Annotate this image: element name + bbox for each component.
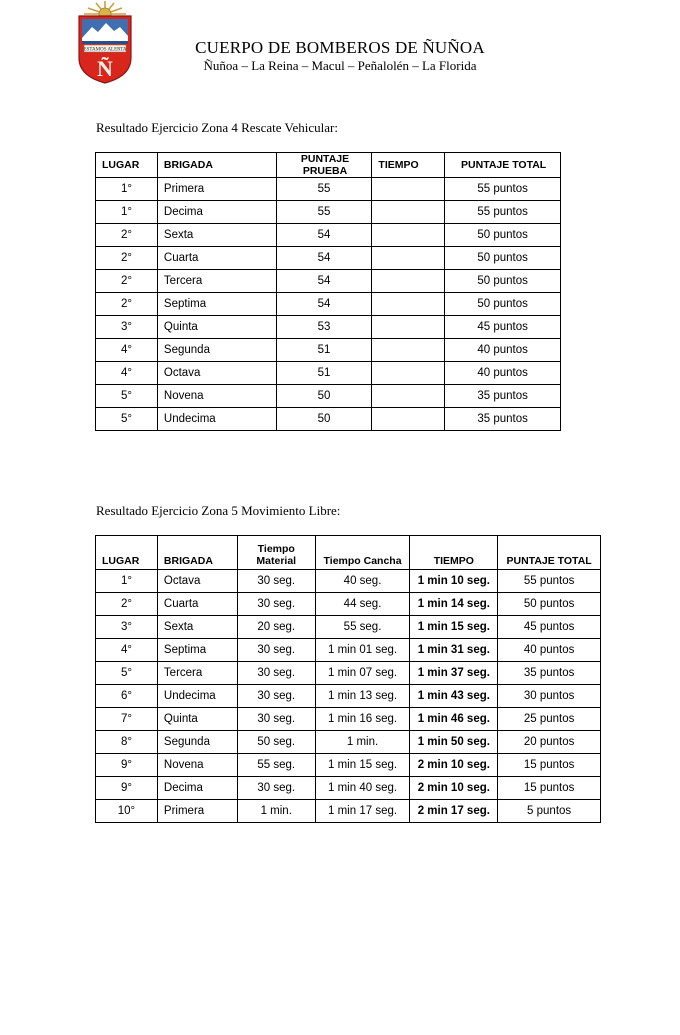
col-header-lugar: LUGAR — [96, 153, 158, 178]
cell-brigada: Primera — [157, 800, 237, 823]
cell-puntaje-total: 50 puntos — [498, 593, 601, 616]
cell-tiempo: 2 min 10 seg. — [410, 754, 498, 777]
cell-tiempo-cancha: 1 min 15 seg. — [315, 754, 410, 777]
cell-tiempo-cancha: 1 min 17 seg. — [315, 800, 410, 823]
cell-tiempo-cancha: 44 seg. — [315, 593, 410, 616]
section1-title: Resultado Ejercicio Zona 4 Rescate Vehicular: — [96, 120, 338, 135]
cell-lugar: 2° — [96, 224, 158, 247]
cell-puntaje-prueba: 53 — [276, 316, 372, 339]
cell-puntaje-prueba: 51 — [276, 362, 372, 385]
cell-tiempo: 1 min 10 seg. — [410, 570, 498, 593]
col-header-tiempo-cancha: Tiempo Cancha — [315, 536, 410, 570]
table-row — [96, 293, 561, 316]
letterhead — [150, 38, 530, 74]
cell-puntaje-prueba: 50 — [276, 408, 372, 431]
table-row — [96, 385, 561, 408]
table-header-row — [96, 153, 561, 178]
table-row — [96, 201, 561, 224]
cell-puntaje-prueba: 54 — [276, 224, 372, 247]
cell-lugar: 2° — [96, 270, 158, 293]
cell-lugar: 5° — [96, 408, 158, 431]
cell-brigada: Decima — [157, 777, 237, 800]
cell-brigada: Novena — [157, 385, 276, 408]
table-row — [96, 408, 561, 431]
cell-tiempo: 1 min 37 seg. — [410, 662, 498, 685]
cell-tiempo-material: 30 seg. — [237, 593, 315, 616]
cell-lugar: 1° — [96, 570, 158, 593]
cell-tiempo: 1 min 50 seg. — [410, 731, 498, 754]
cell-puntaje-total: 45 puntos — [445, 316, 561, 339]
cell-tiempo — [372, 339, 445, 362]
cell-tiempo-material: 30 seg. — [237, 685, 315, 708]
cell-puntaje-total: 35 puntos — [445, 408, 561, 431]
cell-brigada: Cuarta — [157, 593, 237, 616]
cell-tiempo-material: 30 seg. — [237, 639, 315, 662]
cell-tiempo: 1 min 31 seg. — [410, 639, 498, 662]
zone4-results-table — [95, 152, 561, 431]
cell-puntaje-prueba: 55 — [276, 201, 372, 224]
cell-lugar: 9° — [96, 777, 158, 800]
cell-tiempo — [372, 408, 445, 431]
cell-lugar: 6° — [96, 685, 158, 708]
table-row — [96, 800, 601, 823]
cell-tiempo: 1 min 15 seg. — [410, 616, 498, 639]
cell-brigada: Segunda — [157, 731, 237, 754]
cell-brigada: Tercera — [157, 662, 237, 685]
cell-tiempo-cancha: 1 min. — [315, 731, 410, 754]
table-row — [96, 616, 601, 639]
cell-puntaje-total: 25 puntos — [498, 708, 601, 731]
cell-puntaje-prueba: 50 — [276, 385, 372, 408]
cell-brigada: Tercera — [157, 270, 276, 293]
table-row — [96, 639, 601, 662]
cell-tiempo-cancha: 1 min 40 seg. — [315, 777, 410, 800]
col-header-puntaje-total: PUNTAJE TOTAL — [445, 153, 561, 178]
cell-tiempo: 2 min 17 seg. — [410, 800, 498, 823]
cell-tiempo: 2 min 10 seg. — [410, 777, 498, 800]
cell-lugar: 4° — [96, 362, 158, 385]
cell-lugar: 1° — [96, 178, 158, 201]
cell-tiempo-cancha: 1 min 01 seg. — [315, 639, 410, 662]
cell-tiempo-material: 30 seg. — [237, 777, 315, 800]
cell-puntaje-total: 50 puntos — [445, 293, 561, 316]
cell-tiempo-material: 50 seg. — [237, 731, 315, 754]
cell-brigada: Octava — [157, 362, 276, 385]
col-header-puntaje-total: PUNTAJE TOTAL — [498, 536, 601, 570]
table-row — [96, 754, 601, 777]
cell-puntaje-total: 40 puntos — [445, 339, 561, 362]
table-row — [96, 570, 601, 593]
col-header-tiempo-material: Tiempo Material — [237, 536, 315, 570]
cell-brigada: Septima — [157, 639, 237, 662]
cell-puntaje-total: 45 puntos — [498, 616, 601, 639]
col-header-lugar: LUGAR — [96, 536, 158, 570]
cell-lugar: 5° — [96, 385, 158, 408]
cell-brigada: Undecima — [157, 685, 237, 708]
cell-tiempo-cancha: 1 min 13 seg. — [315, 685, 410, 708]
zone5-results-table — [95, 535, 601, 823]
table-row — [96, 662, 601, 685]
cell-tiempo-cancha: 1 min 07 seg. — [315, 662, 410, 685]
cell-tiempo-material: 1 min. — [237, 800, 315, 823]
organization-subtitle: Ñuñoa – La Reina – Macul – Peñalolén – La Florida — [203, 58, 477, 73]
cell-lugar: 5° — [96, 662, 158, 685]
table-row — [96, 708, 601, 731]
col-header-brigada: BRIGADA — [157, 536, 237, 570]
cell-brigada: Decima — [157, 201, 276, 224]
crest-motto-text: ESTAMOS ALERTA — [83, 47, 127, 53]
cell-puntaje-total: 5 puntos — [498, 800, 601, 823]
cell-tiempo-cancha: 1 min 16 seg. — [315, 708, 410, 731]
cell-tiempo — [372, 385, 445, 408]
cell-brigada: Octava — [157, 570, 237, 593]
table-row — [96, 593, 601, 616]
cell-puntaje-prueba: 55 — [276, 178, 372, 201]
cell-puntaje-total: 50 puntos — [445, 224, 561, 247]
cell-tiempo-cancha: 40 seg. — [315, 570, 410, 593]
table-row — [96, 224, 561, 247]
cell-tiempo-material: 20 seg. — [237, 616, 315, 639]
cell-lugar: 10° — [96, 800, 158, 823]
organization-title: CUERPO DE BOMBEROS DE ÑUÑOA — [195, 38, 485, 57]
cell-puntaje-total: 40 puntos — [498, 639, 601, 662]
cell-lugar: 2° — [96, 593, 158, 616]
table-row — [96, 339, 561, 362]
cell-lugar: 4° — [96, 639, 158, 662]
cell-puntaje-total: 15 puntos — [498, 754, 601, 777]
cell-puntaje-total: 55 puntos — [445, 178, 561, 201]
cell-tiempo — [372, 316, 445, 339]
section2-title: Resultado Ejercicio Zona 5 Movimiento Libre: — [96, 503, 341, 518]
cell-puntaje-total: 50 puntos — [445, 247, 561, 270]
cell-tiempo: 1 min 46 seg. — [410, 708, 498, 731]
cell-tiempo — [372, 362, 445, 385]
cell-brigada: Quinta — [157, 708, 237, 731]
table-row — [96, 316, 561, 339]
cell-brigada: Segunda — [157, 339, 276, 362]
cell-puntaje-total: 55 puntos — [445, 201, 561, 224]
cell-puntaje-total: 50 puntos — [445, 270, 561, 293]
col-header-brigada: BRIGADA — [157, 153, 276, 178]
cell-lugar: 8° — [96, 731, 158, 754]
table-row — [96, 362, 561, 385]
cell-brigada: Novena — [157, 754, 237, 777]
cell-tiempo: 1 min 14 seg. — [410, 593, 498, 616]
table-row — [96, 247, 561, 270]
cell-lugar: 3° — [96, 316, 158, 339]
table-row — [96, 178, 561, 201]
cell-lugar: 2° — [96, 247, 158, 270]
cell-lugar: 4° — [96, 339, 158, 362]
cell-puntaje-prueba: 54 — [276, 293, 372, 316]
col-header-tiempo: TIEMPO — [372, 153, 445, 178]
cell-tiempo-material: 30 seg. — [237, 570, 315, 593]
cell-lugar: 9° — [96, 754, 158, 777]
cell-puntaje-prueba: 51 — [276, 339, 372, 362]
cell-puntaje-prueba: 54 — [276, 270, 372, 293]
cell-brigada: Sexta — [157, 224, 276, 247]
cell-tiempo-material: 55 seg. — [237, 754, 315, 777]
cell-lugar: 1° — [96, 201, 158, 224]
cell-brigada: Primera — [157, 178, 276, 201]
cell-puntaje-total: 20 puntos — [498, 731, 601, 754]
cell-tiempo — [372, 178, 445, 201]
cell-puntaje-total: 40 puntos — [445, 362, 561, 385]
fire-department-crest-logo — [76, 0, 134, 84]
cell-puntaje-total: 55 puntos — [498, 570, 601, 593]
cell-tiempo — [372, 224, 445, 247]
cell-lugar: 2° — [96, 293, 158, 316]
cell-brigada: Quinta — [157, 316, 276, 339]
cell-tiempo — [372, 270, 445, 293]
cell-lugar: 7° — [96, 708, 158, 731]
cell-tiempo — [372, 247, 445, 270]
cell-tiempo — [372, 293, 445, 316]
cell-puntaje-total: 15 puntos — [498, 777, 601, 800]
cell-tiempo-cancha: 55 seg. — [315, 616, 410, 639]
col-header-puntaje-prueba: PUNTAJE PRUEBA — [276, 153, 372, 178]
table-row — [96, 270, 561, 293]
cell-brigada: Cuarta — [157, 247, 276, 270]
cell-brigada: Septima — [157, 293, 276, 316]
crest-letter-text: Ñ — [97, 56, 113, 81]
cell-lugar: 3° — [96, 616, 158, 639]
cell-puntaje-prueba: 54 — [276, 247, 372, 270]
cell-brigada: Sexta — [157, 616, 237, 639]
table-row — [96, 685, 601, 708]
cell-puntaje-total: 35 puntos — [498, 662, 601, 685]
cell-tiempo — [372, 201, 445, 224]
cell-tiempo: 1 min 43 seg. — [410, 685, 498, 708]
cell-tiempo-material: 30 seg. — [237, 708, 315, 731]
table-row — [96, 731, 601, 754]
table-row — [96, 777, 601, 800]
cell-tiempo-material: 30 seg. — [237, 662, 315, 685]
cell-puntaje-total: 30 puntos — [498, 685, 601, 708]
table-header-row — [96, 536, 601, 570]
cell-puntaje-total: 35 puntos — [445, 385, 561, 408]
col-header-tiempo: TIEMPO — [410, 536, 498, 570]
cell-brigada: Undecima — [157, 408, 276, 431]
